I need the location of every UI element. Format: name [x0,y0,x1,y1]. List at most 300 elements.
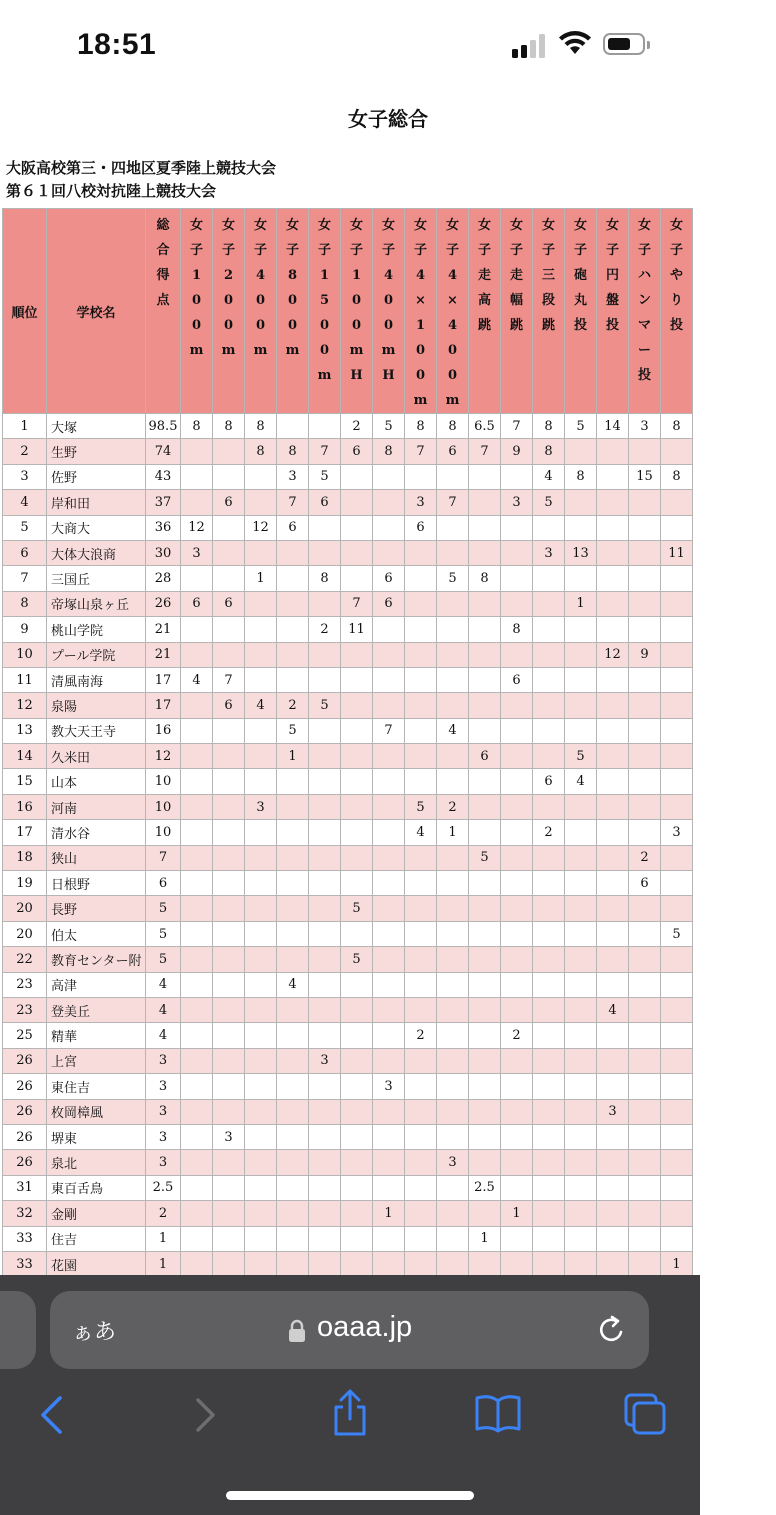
event-score-cell [533,591,565,616]
event-score-cell: 11 [341,617,373,642]
rank-cell: 18 [3,845,47,870]
event-score-cell: 6 [213,490,245,515]
rank-cell: 26 [3,1048,47,1073]
event-score-cell [501,820,533,845]
wifi-icon [558,30,592,56]
event-score-cell [405,1201,437,1226]
event-score-cell [245,591,277,616]
event-score-cell [501,693,533,718]
event-score-cell [469,871,501,896]
event-score-cell [469,515,501,540]
table-row [3,972,693,997]
event-score-cell [373,490,405,515]
event-score-cell: 8 [245,439,277,464]
event-score-cell [501,972,533,997]
event-score-cell [245,896,277,921]
total-score-cell: 3 [146,1074,181,1099]
event-score-cell: 6 [213,591,245,616]
event-score-cell [373,1099,405,1124]
event-score-cell [501,1175,533,1200]
event-score-cell [629,566,661,591]
event-score-cell [373,693,405,718]
event-score-cell: 6 [629,871,661,896]
school-cell: 佐野 [47,464,146,489]
event-score-cell: 2 [629,845,661,870]
event-score-cell: 4 [533,464,565,489]
event-score-cell: 5 [341,947,373,972]
event-score-cell: 3 [437,1150,469,1175]
event-score-cell [565,1023,597,1048]
event-score-cell: 1 [501,1201,533,1226]
event-score-cell [661,642,693,667]
url-domain[interactable]: oaaa.jp [317,1311,413,1343]
event-score-cell [277,896,309,921]
battery-icon [603,33,645,55]
event-score-cell [597,845,629,870]
event-score-cell [245,490,277,515]
rank-cell: 12 [3,693,47,718]
event-score-cell [629,490,661,515]
event-score-cell [309,1251,341,1276]
header-label: 女子400mH [381,218,396,383]
share-icon[interactable] [330,1389,370,1437]
event-score-cell [629,1226,661,1251]
event-score-cell [181,1099,213,1124]
event-score-cell [597,972,629,997]
event-score-cell [373,642,405,667]
table-row [3,744,693,769]
event-score-cell: 8 [565,464,597,489]
event-score-cell [213,947,245,972]
event-score-cell [181,464,213,489]
event-score-cell [501,515,533,540]
event-score-cell: 2 [405,1023,437,1048]
event-score-cell [213,871,245,896]
event-score-cell [373,1048,405,1073]
event-score-cell [629,947,661,972]
header-event [629,209,661,414]
table-row [3,515,693,540]
header-label: 女子100m [189,218,204,358]
header-label: 女子4×400m [445,218,460,408]
event-score-cell: 6 [181,591,213,616]
event-score-cell [341,1201,373,1226]
event-score-cell: 4 [597,997,629,1022]
event-score-cell: 4 [405,820,437,845]
event-score-cell [405,591,437,616]
event-score-cell [213,566,245,591]
event-score-cell [245,947,277,972]
rank-cell: 17 [3,820,47,845]
forward-icon[interactable] [190,1395,220,1435]
event-score-cell [213,1048,245,1073]
event-score-cell [501,1150,533,1175]
meet-name-1: 大阪高校第三・四地区夏季陸上競技大会 [6,159,277,177]
event-score-cell: 2 [341,414,373,439]
event-score-cell: 7 [277,490,309,515]
event-score-cell: 4 [245,693,277,718]
event-score-cell [245,642,277,667]
event-score-cell [565,1099,597,1124]
results-table [2,208,693,1303]
event-score-cell [565,1175,597,1200]
event-score-cell [501,1251,533,1276]
event-score-cell [245,1048,277,1073]
event-score-cell [277,1048,309,1073]
header-event [597,209,629,414]
event-score-cell: 5 [277,718,309,743]
rank-cell: 23 [3,997,47,1022]
event-score-cell [373,1226,405,1251]
event-score-cell [661,794,693,819]
event-score-cell [501,1048,533,1073]
event-score-cell [629,1124,661,1149]
event-score-cell [405,642,437,667]
event-score-cell [309,718,341,743]
rank-cell: 33 [3,1251,47,1276]
event-score-cell: 7 [373,718,405,743]
event-score-cell [373,464,405,489]
event-score-cell [533,1175,565,1200]
event-score-cell [181,566,213,591]
event-score-cell [565,947,597,972]
event-score-cell [597,1201,629,1226]
event-score-cell [277,667,309,692]
event-score-cell [373,744,405,769]
header-label: 女子走高跳 [477,218,491,333]
school-cell: 久米田 [47,744,146,769]
event-score-cell: 3 [213,1124,245,1149]
event-score-cell [565,794,597,819]
event-score-cell [533,1150,565,1175]
event-score-cell [341,1251,373,1276]
event-score-cell [469,617,501,642]
event-score-cell [437,1201,469,1226]
event-score-cell: 2 [501,1023,533,1048]
rank-cell: 2 [3,439,47,464]
previous-tab-preview[interactable] [0,1291,36,1369]
event-score-cell [213,921,245,946]
event-score-cell [437,515,469,540]
event-score-cell [181,1175,213,1200]
header-label: 女子走幅跳 [509,218,523,333]
event-score-cell [181,617,213,642]
event-score-cell [373,1150,405,1175]
total-score-cell: 10 [146,794,181,819]
event-score-cell [245,1074,277,1099]
total-score-cell: 43 [146,464,181,489]
event-score-cell [565,642,597,667]
event-score-cell: 6 [469,744,501,769]
event-score-cell [341,490,373,515]
table-row [3,1074,693,1099]
event-score-cell [437,1074,469,1099]
event-score-cell [629,1175,661,1200]
school-cell: 金剛 [47,1201,146,1226]
event-score-cell [405,845,437,870]
status-bar [0,0,700,95]
table-row [3,540,693,565]
event-score-cell [597,464,629,489]
table-row [3,921,693,946]
table-row [3,1175,693,1200]
event-score-cell [277,820,309,845]
total-score-cell: 21 [146,617,181,642]
back-icon[interactable] [38,1395,68,1435]
header-label: 女子砲丸投 [573,218,587,333]
event-score-cell [213,972,245,997]
total-score-cell: 98.5 [146,414,181,439]
event-score-cell [661,566,693,591]
event-score-cell [661,1048,693,1073]
bookmarks-icon[interactable] [474,1393,522,1433]
event-score-cell [341,769,373,794]
event-score-cell [309,540,341,565]
event-score-cell [501,896,533,921]
event-score-cell [437,871,469,896]
event-score-cell [373,921,405,946]
school-cell: 清水谷 [47,820,146,845]
event-score-cell [373,947,405,972]
school-cell: 伯太 [47,921,146,946]
event-score-cell: 3 [629,414,661,439]
event-score-cell [181,871,213,896]
event-score-cell [469,667,501,692]
event-score-cell [565,871,597,896]
header-label: 総合得点 [156,218,170,308]
event-score-cell [245,744,277,769]
event-score-cell [597,1074,629,1099]
event-score-cell [277,947,309,972]
school-cell: 岸和田 [47,490,146,515]
event-score-cell [181,1023,213,1048]
event-score-cell [341,566,373,591]
event-score-cell [661,744,693,769]
event-score-cell [245,1124,277,1149]
event-score-cell [341,1074,373,1099]
event-score-cell [629,1048,661,1073]
event-score-cell: 5 [469,845,501,870]
event-score-cell [341,794,373,819]
table-row [3,414,693,439]
event-score-cell [341,1175,373,1200]
event-score-cell [597,617,629,642]
event-score-cell [629,896,661,921]
event-score-cell: 12 [597,642,629,667]
event-score-cell: 8 [533,439,565,464]
event-score-cell [533,871,565,896]
table-row [3,1099,693,1124]
event-score-cell [469,718,501,743]
event-score-cell [277,997,309,1022]
school-cell: 登美丘 [47,997,146,1022]
event-score-cell [565,1201,597,1226]
event-score-cell [309,997,341,1022]
event-score-cell [469,1099,501,1124]
event-score-cell [629,617,661,642]
event-score-cell [533,1226,565,1251]
event-score-cell [213,642,245,667]
event-score-cell [181,896,213,921]
event-score-cell [437,667,469,692]
event-score-cell [181,1226,213,1251]
event-score-cell [277,617,309,642]
event-score-cell: 4 [277,972,309,997]
event-score-cell [533,515,565,540]
event-score-cell [565,820,597,845]
event-score-cell [597,1251,629,1276]
event-score-cell [373,896,405,921]
event-score-cell: 2 [309,617,341,642]
rank-cell: 14 [3,744,47,769]
event-score-cell [533,718,565,743]
school-cell: 大体大浪商 [47,540,146,565]
event-score-cell [661,997,693,1022]
event-score-cell [213,744,245,769]
event-score-cell [533,1099,565,1124]
address-bar[interactable] [50,1291,649,1369]
event-score-cell: 5 [309,464,341,489]
event-score-cell [277,769,309,794]
event-score-cell [181,642,213,667]
event-score-cell [469,997,501,1022]
event-score-cell [181,490,213,515]
event-score-cell: 7 [437,490,469,515]
event-score-cell [309,1175,341,1200]
web-page [0,95,700,1275]
table-row [3,1048,693,1073]
event-score-cell [405,1150,437,1175]
page-settings-button[interactable]: ぁあ [72,1320,117,1345]
event-score-cell [597,1124,629,1149]
event-score-cell [533,617,565,642]
event-score-cell [629,972,661,997]
event-score-cell [629,997,661,1022]
event-score-cell [309,642,341,667]
event-score-cell [629,591,661,616]
event-score-cell [309,820,341,845]
event-score-cell [469,642,501,667]
header-label: 女子400m [253,218,268,358]
event-score-cell [213,997,245,1022]
event-score-cell [341,515,373,540]
event-score-cell [501,1226,533,1251]
event-score-cell: 6 [373,591,405,616]
event-score-cell [597,490,629,515]
event-score-cell: 6 [501,667,533,692]
event-score-cell [661,718,693,743]
event-score-cell [341,540,373,565]
event-score-cell [533,1124,565,1149]
event-score-cell [469,490,501,515]
total-score-cell: 5 [146,896,181,921]
table-row [3,439,693,464]
rank-cell: 25 [3,1023,47,1048]
header-event [533,209,565,414]
event-score-cell: 1 [565,591,597,616]
event-score-cell [213,794,245,819]
event-score-cell [405,1251,437,1276]
event-score-cell: 7 [213,667,245,692]
event-score-cell [629,667,661,692]
event-score-cell [181,921,213,946]
event-score-cell [277,921,309,946]
table-row [3,718,693,743]
event-score-cell [245,718,277,743]
event-score-cell [565,667,597,692]
event-score-cell [181,794,213,819]
event-score-cell: 8 [213,414,245,439]
event-score-cell [597,718,629,743]
total-score-cell: 17 [146,667,181,692]
table-header-row [3,209,693,414]
event-score-cell: 3 [533,540,565,565]
event-score-cell [469,1023,501,1048]
event-score-cell [565,1150,597,1175]
event-score-cell: 6 [277,515,309,540]
tabs-icon[interactable] [622,1391,668,1437]
event-score-cell [309,1124,341,1149]
event-score-cell: 5 [533,490,565,515]
rank-cell: 26 [3,1150,47,1175]
event-score-cell [309,947,341,972]
event-score-cell: 6 [533,769,565,794]
event-score-cell [245,617,277,642]
event-score-cell [629,1023,661,1048]
event-score-cell [437,1023,469,1048]
table-row [3,871,693,896]
rank-cell: 10 [3,642,47,667]
event-score-cell [501,769,533,794]
event-score-cell [341,820,373,845]
table-row [3,1251,693,1276]
event-score-cell [437,617,469,642]
school-cell: 河南 [47,794,146,819]
school-cell: 花園 [47,1251,146,1276]
header-label: 女子200m [221,218,236,358]
event-score-cell [437,972,469,997]
event-score-cell [405,972,437,997]
event-score-cell [533,794,565,819]
table-row [3,490,693,515]
event-score-cell [437,693,469,718]
event-score-cell: 5 [405,794,437,819]
event-score-cell [309,1074,341,1099]
reload-icon[interactable] [595,1313,629,1347]
header-event [373,209,405,414]
event-score-cell: 3 [277,464,309,489]
event-score-cell [629,744,661,769]
header-label: 順位 [11,305,38,321]
event-score-cell [245,820,277,845]
event-score-cell: 8 [309,566,341,591]
event-score-cell [213,1099,245,1124]
event-score-cell [341,1226,373,1251]
event-score-cell [405,1074,437,1099]
event-score-cell: 3 [245,794,277,819]
event-score-cell [277,1124,309,1149]
event-score-cell [341,1023,373,1048]
event-score-cell [661,1226,693,1251]
table-row [3,464,693,489]
event-score-cell [533,566,565,591]
event-score-cell [501,997,533,1022]
event-score-cell [597,591,629,616]
rank-cell: 26 [3,1124,47,1149]
event-score-cell: 3 [181,540,213,565]
event-score-cell [437,1175,469,1200]
total-score-cell: 21 [146,642,181,667]
